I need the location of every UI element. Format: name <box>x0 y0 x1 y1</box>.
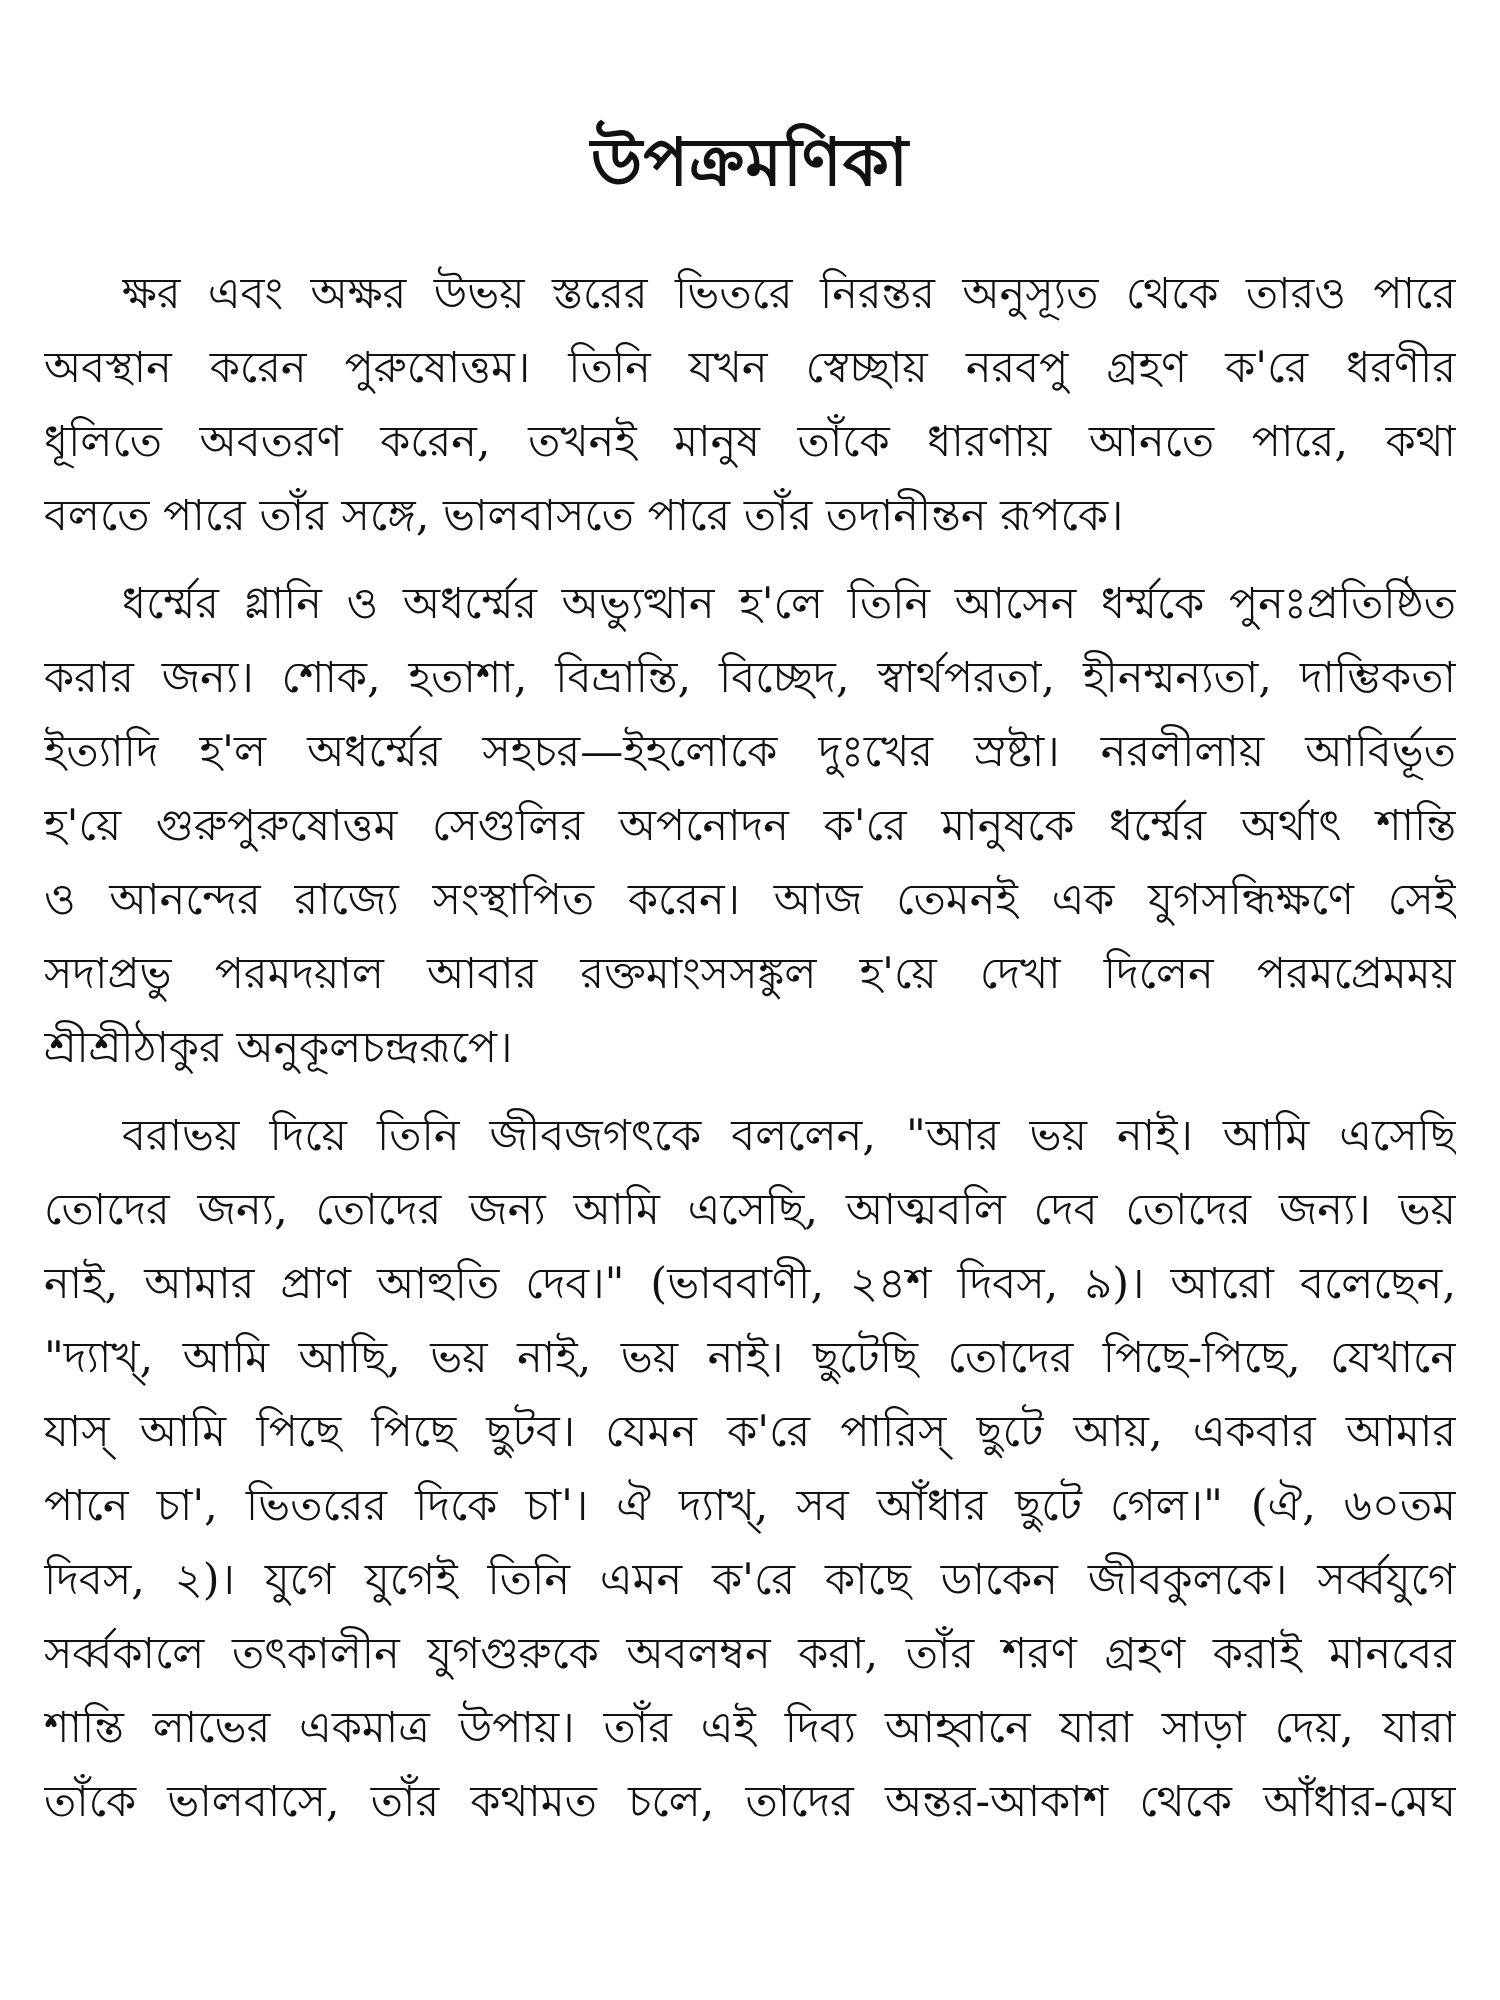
text-line: ও আনন্দের রাজ্যে সংস্থাপিত করেন। আজ তেমনই এক যুগসন্ধিক্ষণে সেই <box>44 875 1456 925</box>
text-line: হ'য়ে গুরুপুরুষোত্তম সেগুলির অপনোদন ক'রে মানুষকে ধর্ম্মের অর্থাৎ শান্তি <box>44 801 1456 851</box>
text-line: সদাপ্রভু পরমদয়াল আবার রক্তমাংসসঙ্কুল হ'য়ে দেখা দিলেন পরমপ্রেমময় <box>44 949 1456 999</box>
text-line: তাঁকে ভালবাসে, তাঁর কথামত চলে, তাদের অন্তর-আকাশ থেকে আঁধার-মেঘ <box>44 1777 1456 1827</box>
page-title: উপক্রমণিকা <box>590 123 910 201</box>
text-line: সর্ব্বকালে তৎকালীন যুগগুরুকে অবলম্বন করা, তাঁর শরণ গ্রহণ করাই মানবের <box>44 1629 1456 1679</box>
text-line: শ্রীশ্রীঠাকুর অনুকূলচন্দ্ররূপে। <box>44 1023 513 1073</box>
text-line: করার জন্য। শোক, হতাশা, বিভ্রান্তি, বিচ্ছেদ, স্বার্থপরতা, হীনম্মন্যতা, দাম্ভিকতা <box>44 653 1456 703</box>
text-line: যাস্ আমি পিছে পিছে ছুটব। যেমন ক'রে পারিস্ ছুটে আয়, একবার আমার <box>44 1407 1456 1457</box>
text-line: ইত্যাদি হ'ল অধর্ম্মের সহচর—ইহলোকে দুঃখের স্রষ্টা। নরলীলায় আবির্ভূত <box>44 727 1456 777</box>
text-line: ধূলিতে অবতরণ করেন, তখনই মানুষ তাঁকে ধারণায় আনতে পারে, কথা <box>44 417 1456 467</box>
text-line: অবস্থান করেন পুরুষোত্তম। তিনি যখন স্বেচ্ছায় নরবপু গ্রহণ ক'রে ধরণীর <box>44 343 1456 393</box>
text-line: "দ্যাখ্, আমি আছি, ভয় নাই, ভয় নাই। ছুটেছি তোদের পিছে-পিছে, যেখানে <box>44 1333 1456 1383</box>
text-line: বরাভয় দিয়ে তিনি জীবজগৎকে বললেন, "আর ভয় নাই। আমি এসেছি <box>122 1111 1456 1161</box>
text-line: ক্ষর এবং অক্ষর উভয় স্তরের ভিতরে নিরন্তর অনুস্যূত থেকে তারও পারে <box>122 269 1456 319</box>
text-line: বলতে পারে তাঁর সঙ্গে, ভালবাসতে পারে তাঁর তদানীন্তন রূপকে। <box>44 491 1124 541</box>
text-line: নাই, আমার প্রাণ আহুতি দেব।" (ভাববাণী, ২৪শ দিবস, ৯)। আরো বলেছেন, <box>44 1259 1456 1309</box>
text-line: শান্তি লাভের একমাত্র উপায়। তাঁর এই দিব্য আহ্বানে যারা সাড়া দেয়, যারা <box>44 1703 1456 1753</box>
text-line: তোদের জন্য, তোদের জন্য আমি এসেছি, আত্মবলি দেব তোদের জন্য। ভয় <box>44 1185 1456 1235</box>
text-line: পানে চা', ভিতরের দিকে চা'। ঐ দ্যাখ্, সব আঁধার ছুটে গেল।" (ঐ, ৬০তম <box>44 1481 1456 1531</box>
text-line: দিবস, ২)। যুগে যুগেই তিনি এমন ক'রে কাছে ডাকেন জীবকুলকে। সর্ব্বযুগে <box>44 1555 1456 1605</box>
text-line: ধর্ম্মের গ্লানি ও অধর্ম্মের অভ্যুত্থান হ'লে তিনি আসেন ধর্ম্মকে পুনঃপ্রতিষ্ঠিত <box>122 579 1456 629</box>
